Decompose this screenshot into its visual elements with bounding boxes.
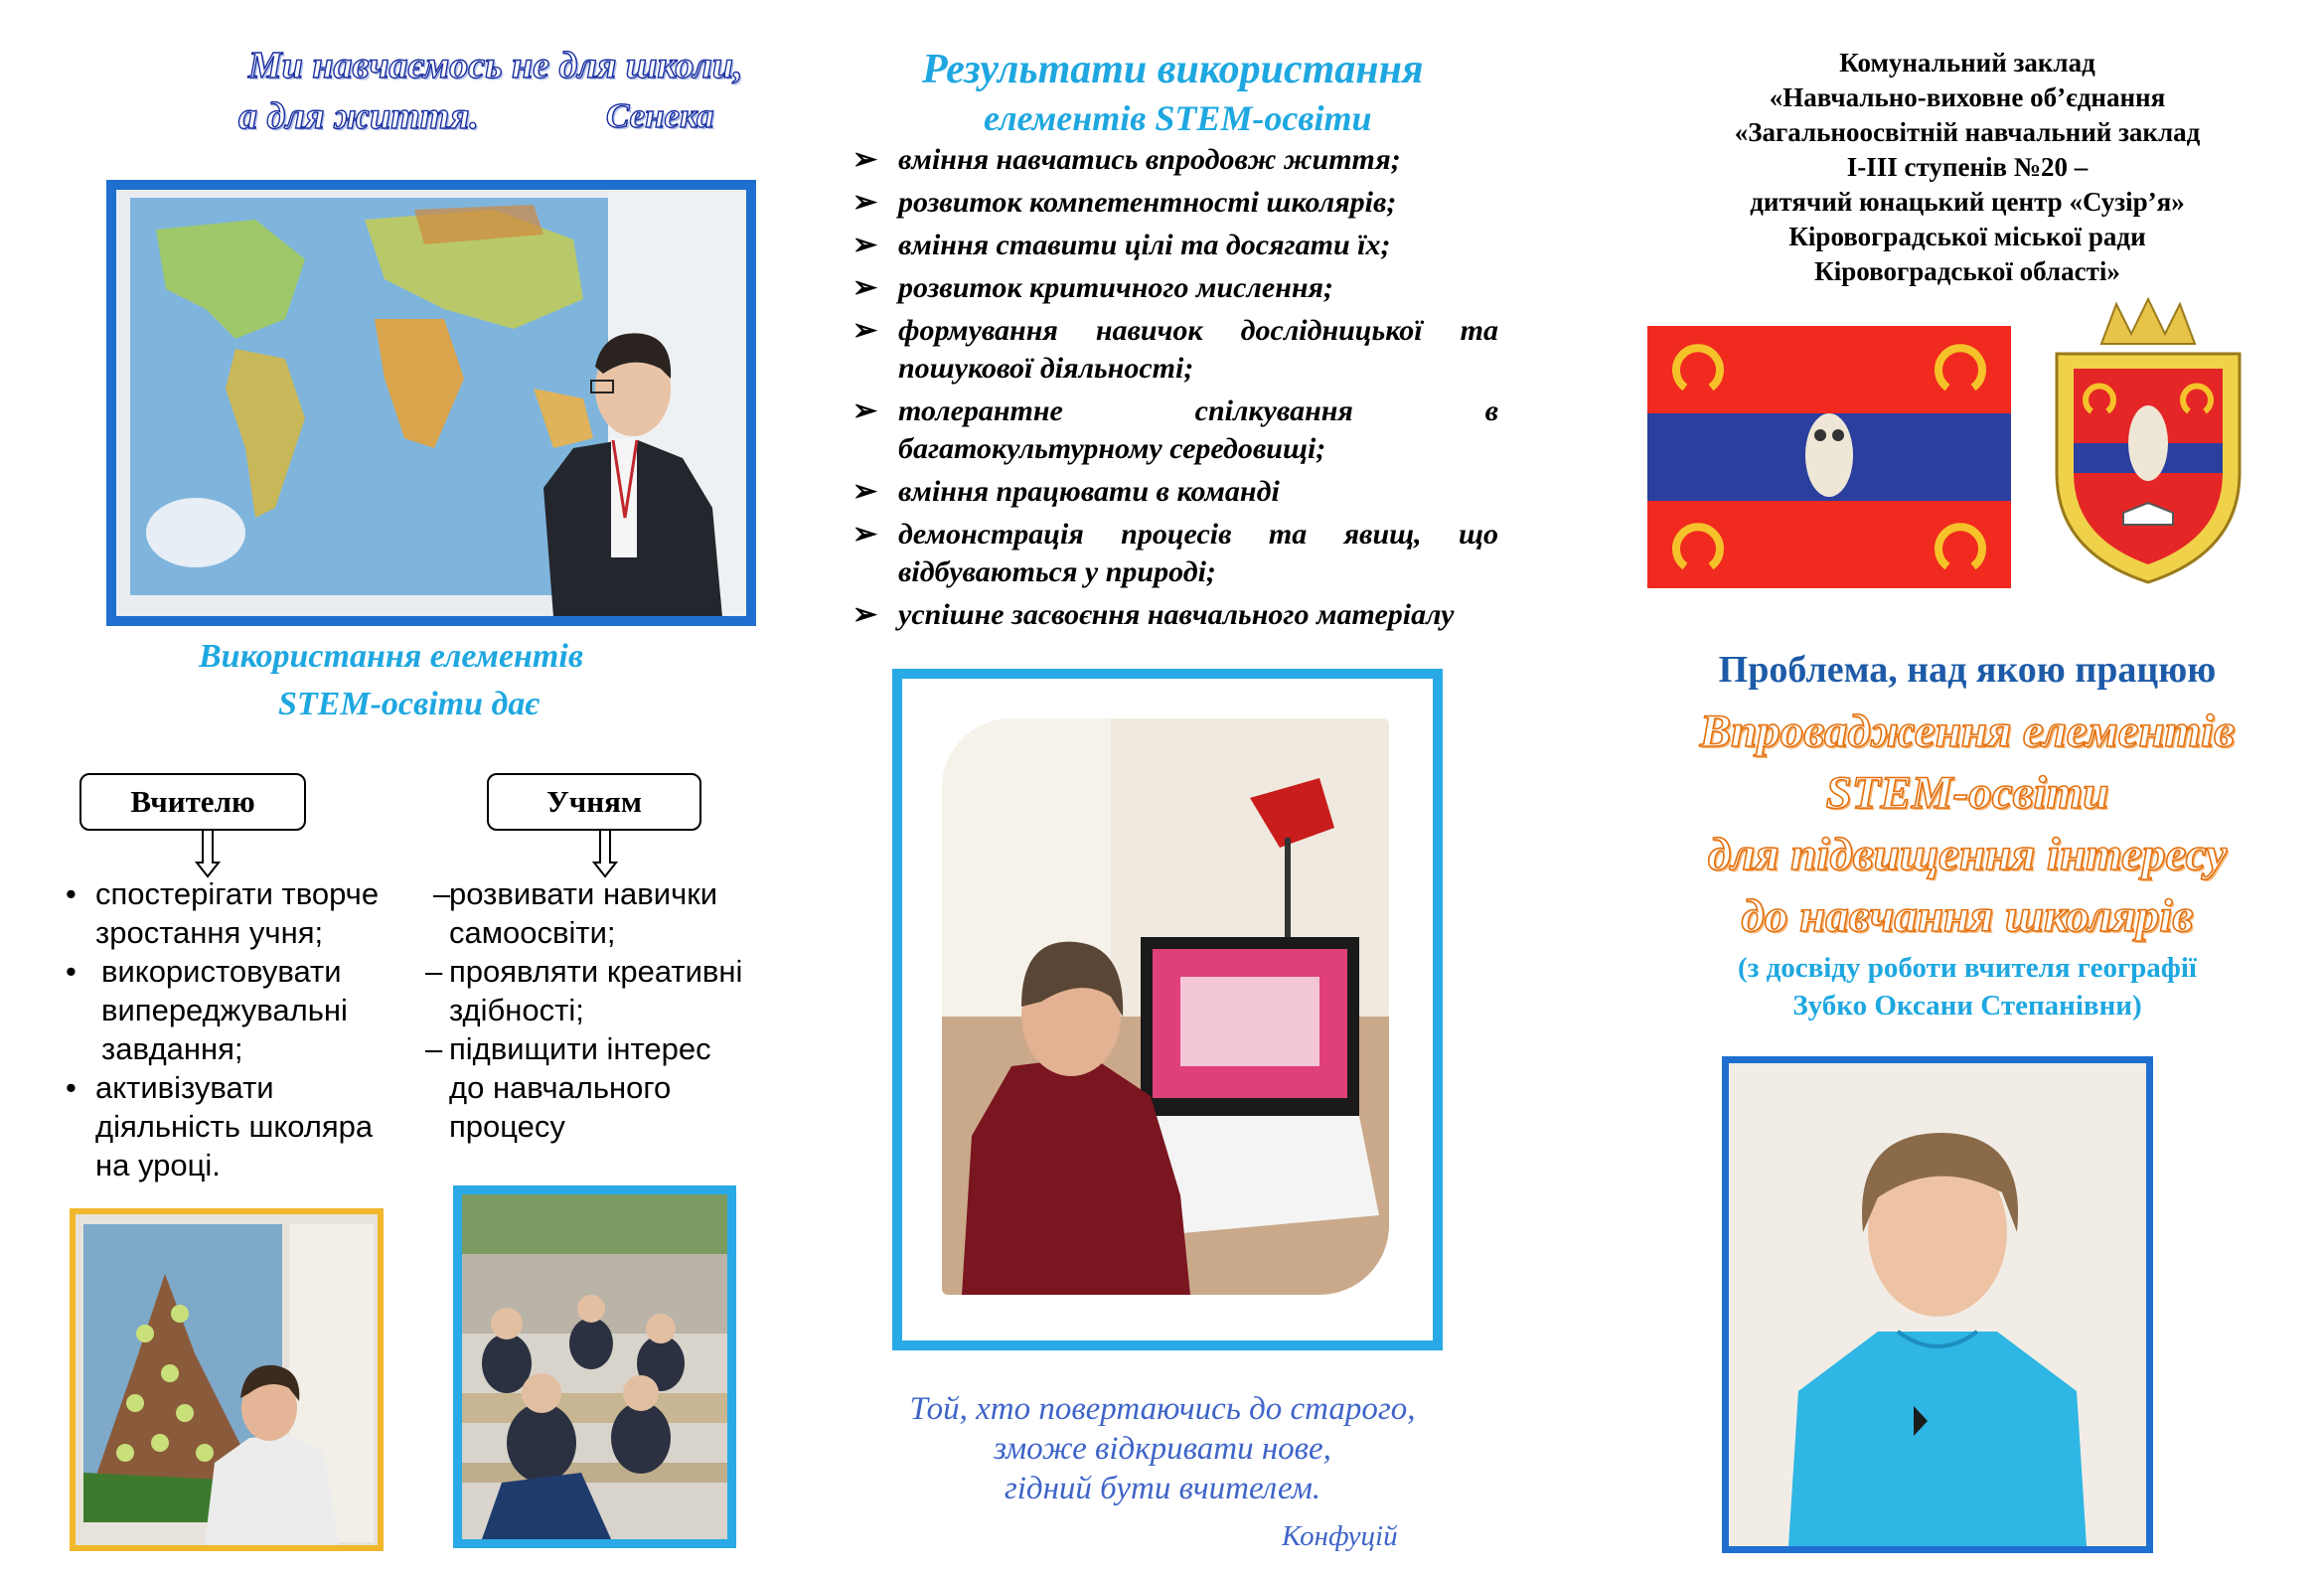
- teacher-at-computer-photo: [942, 718, 1389, 1295]
- results-title-line1: Результати використання: [922, 47, 1424, 92]
- teacher-benefit-item: • спостерігати творче зростання учня;: [66, 876, 380, 950]
- institution-name: Комунальний заклад «Навчально-виховне об’єднання «Загальноосвітній навчальний заклад І-ІІІ ступенів №20 – дитячий юнацький центр «Сузір’я» Кіровоградської міської ради Кіровоградської області»: [1734, 48, 2201, 286]
- city-flag-icon: [1647, 326, 2011, 588]
- result-item: ➢ вміння навчатись впродовж життя;: [852, 143, 1401, 176]
- results-list: [852, 141, 1498, 639]
- teacher-arrow-icon: [195, 829, 221, 878]
- result-item: ➢ розвиток критичного мислення;: [852, 271, 1333, 304]
- epigraph-author: Сенека: [606, 96, 714, 135]
- epigraph-line2: а для життя.: [238, 95, 479, 137]
- problem-heading: Проблема, над якою працюю: [1718, 649, 2217, 691]
- usage-title-line2: STEM-освіти дає: [278, 686, 540, 722]
- students-arrow-icon: [592, 829, 618, 878]
- student-benefit-item: – розвивати навички самоосвіти;: [433, 876, 718, 950]
- classroom-photo: [453, 1185, 736, 1548]
- teacher-portrait-photo: [1722, 1056, 2153, 1553]
- volcano-board-photo: [70, 1208, 384, 1551]
- result-item: ➢ вміння ставити цілі та досягати їх;: [852, 229, 1391, 261]
- teacher-benefit-item: • використовувати випереджувальні завдання;: [66, 954, 348, 1066]
- student-benefits-list: [425, 874, 763, 1146]
- epigraph-line1: Ми навчаємось не для школи,: [248, 45, 743, 86]
- teacher-box: Вчителю: [79, 773, 306, 831]
- topic-title: Впровадження елементів STEM-освіти для підвищення інтересу до навчання школярів: [1699, 706, 2236, 942]
- confucius-quote: Той, хто повертаючись до старого, зможе відкривати нове, гідний бути вчителем.: [909, 1391, 1416, 1506]
- students-box: Учням: [487, 773, 701, 831]
- result-item: ➢ вміння працювати в команді: [852, 475, 1280, 508]
- result-item: ➢ формування навичок дослідницької та пошукової діяльності;: [852, 314, 1498, 385]
- results-title-line2: елементів STEM-освіти: [984, 98, 1372, 138]
- result-item: ➢ успішне засвоєння навчального матеріалу: [852, 598, 1455, 631]
- result-item: ➢ толерантне спілкування в багатокультурному середовищі;: [852, 394, 1498, 465]
- student-benefit-item: – проявляти креативні здібності;: [425, 954, 743, 1027]
- experience-note: (з досвіду роботи вчителя географії Зубко Оксани Степанівни): [1738, 952, 2197, 1022]
- usage-title-line1: Використання елементів: [199, 638, 584, 675]
- teacher-benefit-item: • активізувати діяльність школяра на уроці.: [66, 1070, 374, 1182]
- map-teacher-photo: [106, 180, 756, 626]
- coat-of-arms-icon: [2032, 294, 2264, 588]
- result-item: ➢ розвиток компетентності школярів;: [852, 186, 1397, 219]
- computer-photo-frame: [892, 669, 1443, 1350]
- quote-author: Конфуцій: [1282, 1520, 1398, 1552]
- student-benefit-item: – підвищити інтерес до навчального процесу: [425, 1031, 711, 1144]
- result-item: ➢ демонстрація процесів та явищ, що відбуваються у природі;: [852, 518, 1498, 588]
- teacher-benefits-list: [66, 874, 403, 1184]
